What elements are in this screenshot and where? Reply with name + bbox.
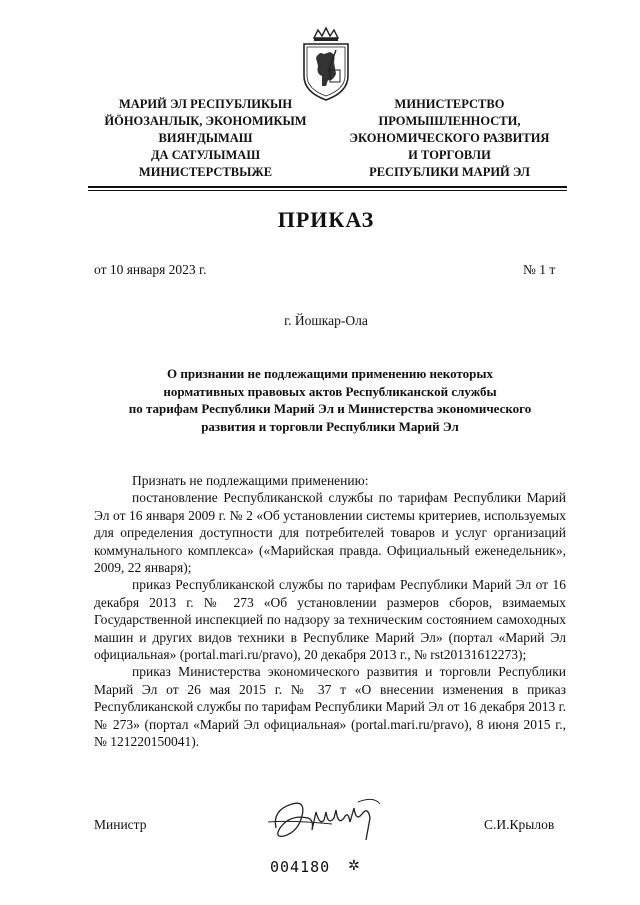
subject-line: развития и торговли Республики Марий Эл [201, 418, 459, 434]
signer-title: Министр [94, 817, 147, 832]
header-right-line: ЭКОНОМИЧЕСКОГО РАЗВИТИЯ [349, 131, 550, 145]
coat-of-arms-icon [296, 24, 356, 104]
body-paragraph: приказ Республиканской службы по тарифам Республики Марий Эл от 16 декабря 2013 г. № 273 «Об установлении размеров сборов, взимаемых Государственной инспекцией по надзору за техническим состоянием самоходных машин и других видов техники в Республике Марий Эл» (портал «Марий Эл официальная» (portal.mari.ru/pravo), 20 декабря 2013 г., № rst20131612273); [94, 577, 566, 663]
signature-image [262, 792, 402, 852]
header-right [332, 96, 567, 181]
header-left-line: ДА САТУЛЫМАШ [150, 148, 261, 162]
subject-line: по тарифам Республики Марий Эл и Министерства экономического [128, 401, 532, 416]
document-number: № 1 т [523, 262, 556, 277]
header-right-line: И ТОРГОВЛИ [408, 148, 491, 162]
header-divider-thin [88, 190, 567, 191]
body-paragraph: приказ Министерства экономического развития и торговли Республики Марий Эл от 26 мая 2015 г. № 37 т «О внесении изменения в приказ Республиканской службы по тарифам Республики Марий Эл от 16 декабря 2013 г. № 273» (портал «Марий Эл официальная» (portal.mari.ru/pravo), 8 июня 2015 г., № 121220150041). [94, 664, 566, 750]
document-type: ПРИКАЗ [277, 207, 375, 232]
subject-line: О признании не подлежащими применению некоторых [166, 366, 494, 381]
header-left-line: МИНИСТЕРСТВЫЖЕ [138, 165, 273, 179]
header-left-line: ЙӦНОЗАНЛЫК, ЭКОНОМИКЫМ [104, 114, 307, 128]
document-city: г. Йошкар-Ола [284, 313, 368, 328]
document-body [94, 472, 566, 751]
document-date: от 10 января 2023 г. [94, 262, 207, 277]
header-left [88, 96, 323, 181]
header-right-line: ПРОМЫШЛЕННОСТИ, [378, 114, 521, 128]
header-left-line: ВИЯҤДЫМАШ [158, 131, 253, 145]
body-paragraph: постановление Республиканской службы по тарифам Республики Марий Эл от 16 января 2009 г. № 2 «Об установлении системы критериев, используемых для определения доступности для потребителей товаров и услуг организаций коммунального комплекса» («Марийская правда. Официальный еженедельник», 2009, 22 января); [94, 490, 566, 576]
serial-number: 004180 [270, 858, 331, 876]
header-right-line: МИНИСТЕРСТВО [394, 97, 505, 111]
header-right-line: РЕСПУБЛИКИ МАРИЙ ЭЛ [369, 165, 530, 179]
signer-name: С.И.Крылов [484, 817, 555, 832]
document-subject [80, 365, 580, 435]
header-divider [88, 186, 567, 188]
subject-line: нормативных правовых актов Республиканской службы [163, 383, 497, 399]
star-mark-icon: ✲ [348, 859, 360, 874]
header-left-line: МАРИЙ ЭЛ РЕСПУБЛИКЫН [118, 97, 293, 111]
body-paragraph: Признать не подлежащими применению: [132, 473, 369, 488]
